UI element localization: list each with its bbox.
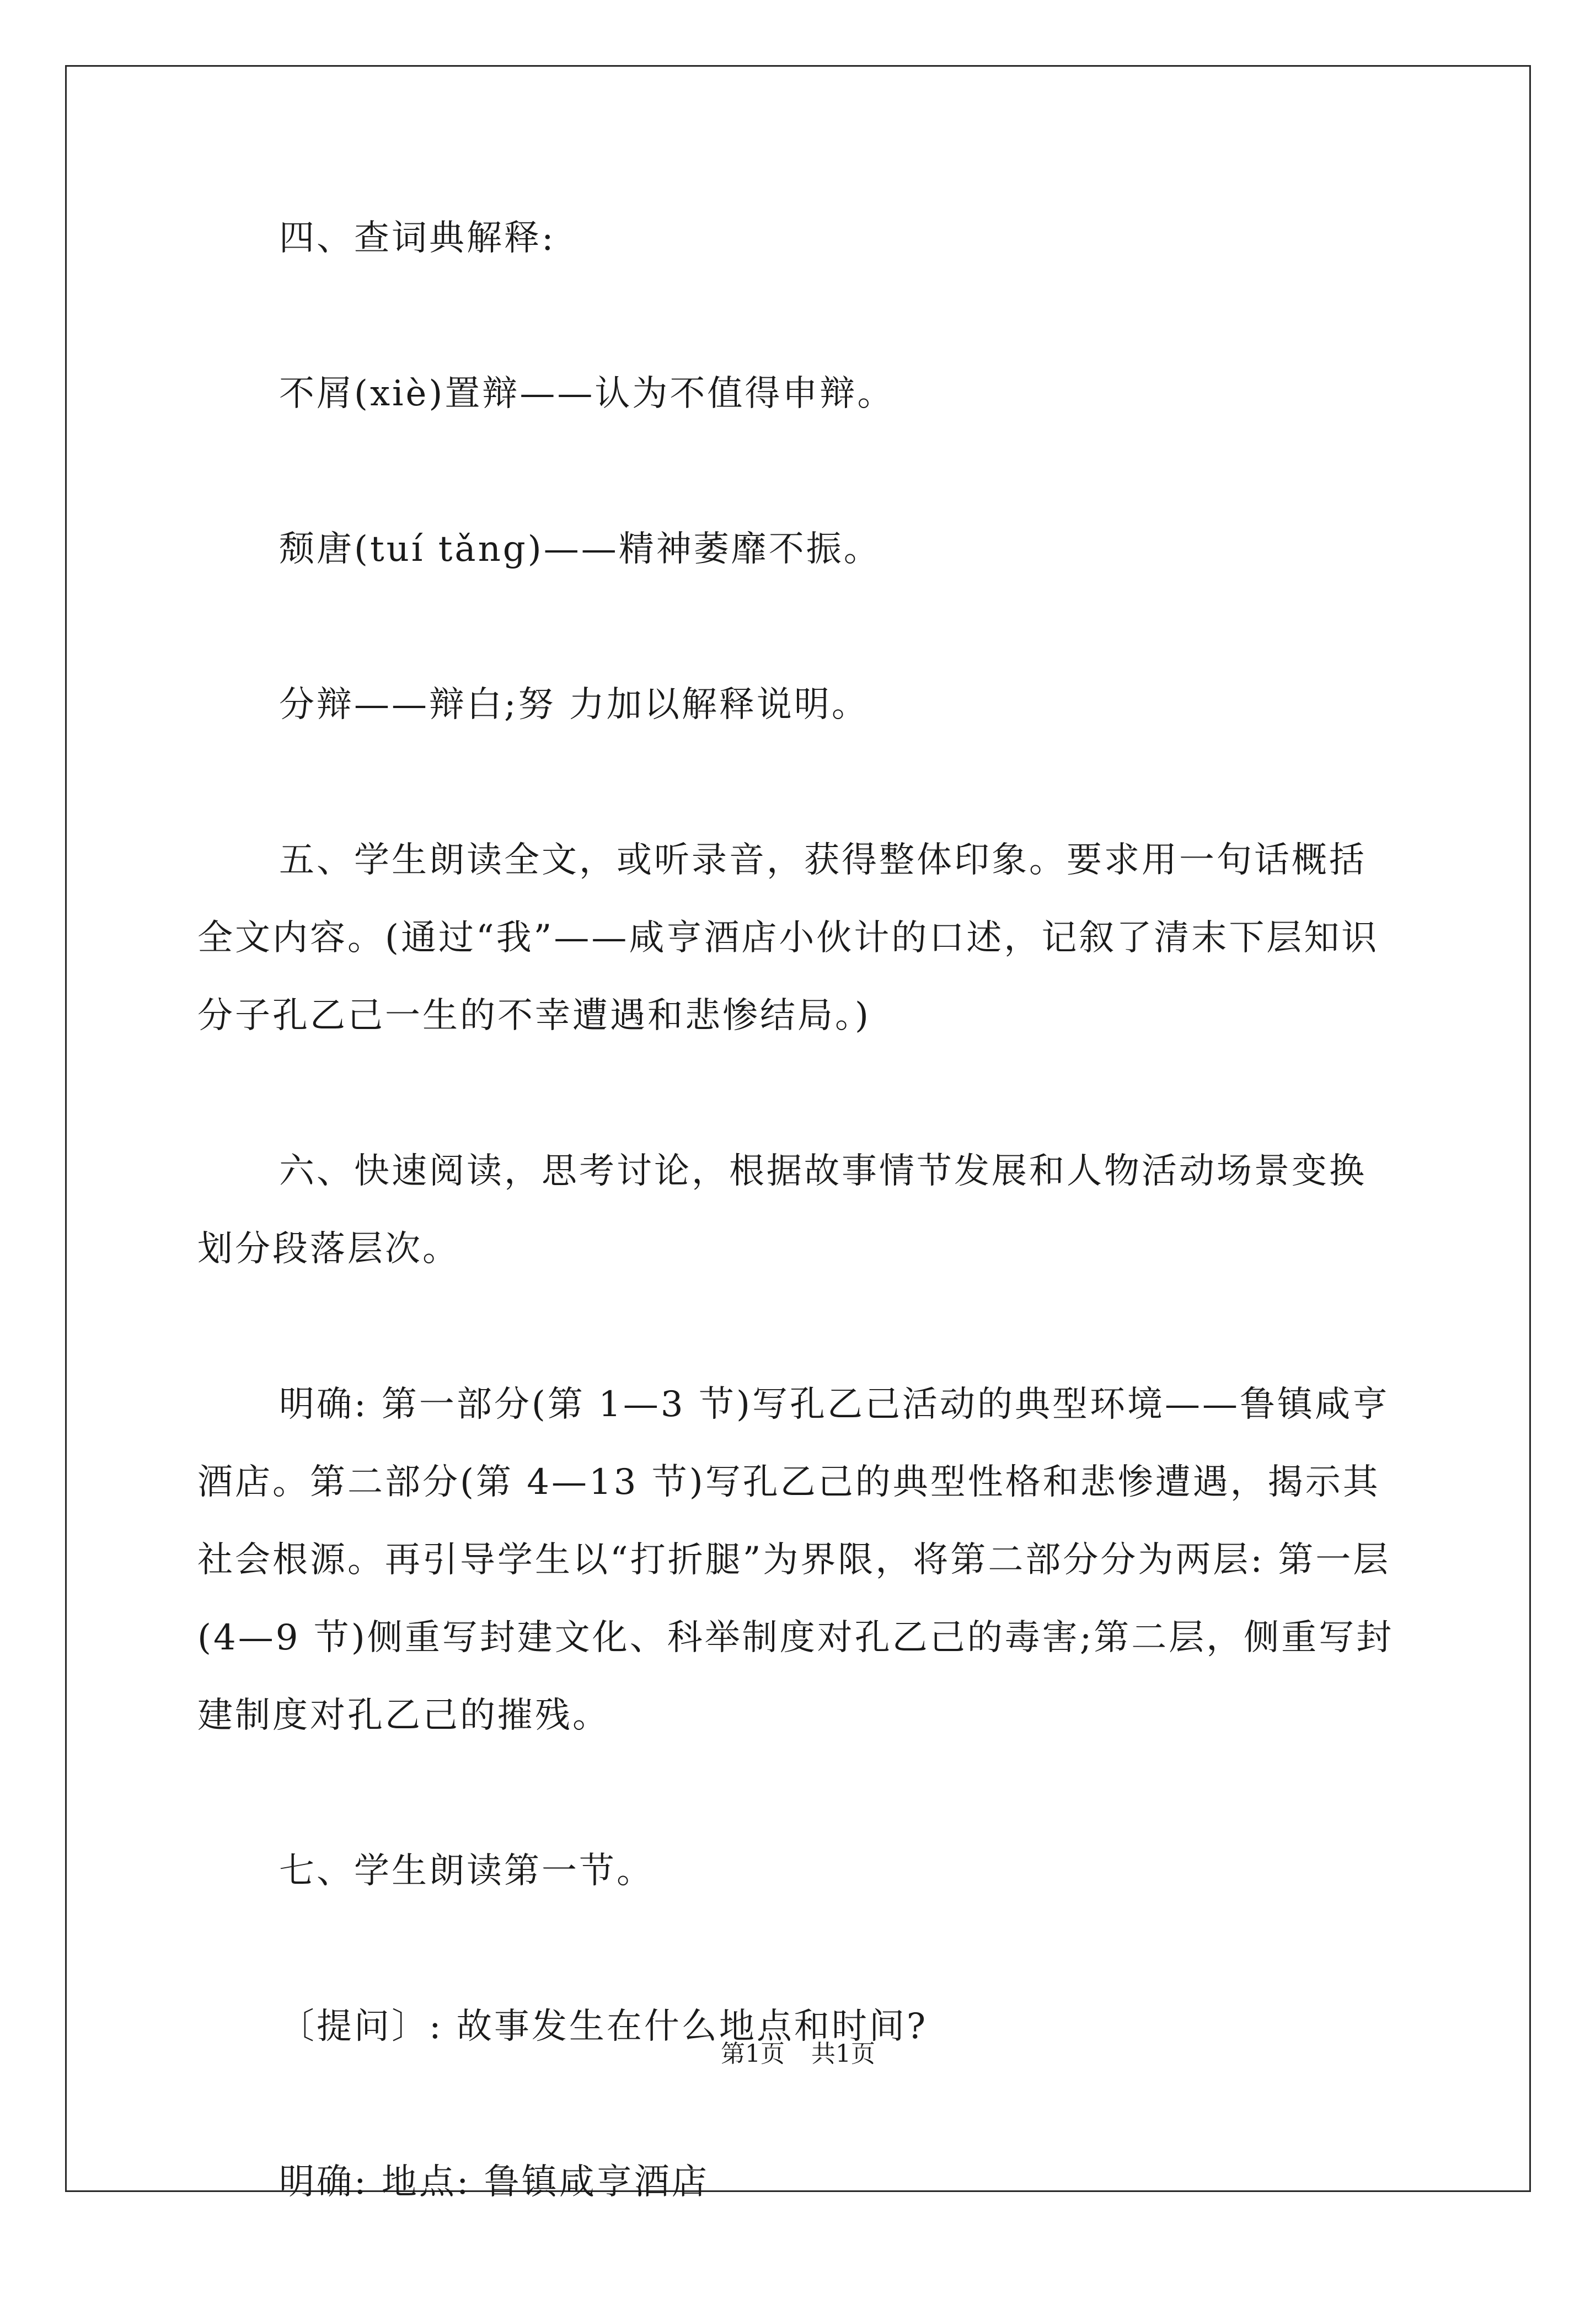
page-number-current: 第1页 bbox=[721, 2040, 785, 2068]
paragraph-definition-fenbian: 分辩——辩白;努 力加以解释说明。 bbox=[279, 684, 869, 725]
document-body bbox=[197, 200, 1400, 2299]
paragraph-section-6: 六、快速阅读，思考讨论，根据故事情节发展和人物活动场景变换划分段落层次。 bbox=[197, 1151, 1367, 1269]
paragraph-answer-structure: 明确: 第一部分(第 1—3 节)写孔乙己活动的典型环境——鲁镇咸亨酒店。第二部分(第 4—13 节)写孔乙己的典型性格和悲惨遭遇，揭示其社会根源。再引导学生以“打折腿”为界限，将第二部分分为两层: 第一层(4—9 节)侧重写封建文化、科举制度对孔乙己的毒害;第二层，侧重写封建制度对孔乙己的摧残。 bbox=[197, 1384, 1394, 1736]
paragraph-section-4-heading: 四、查词典解释: bbox=[279, 218, 556, 259]
page-number-total: 共1页 bbox=[811, 2040, 875, 2068]
paragraph-question: 〔提问〕: 故事发生在什么地点和时间? bbox=[279, 2006, 928, 2047]
paragraph-definition-tuitang: 颓唐(tuí tǎng)——精神萎靡不振。 bbox=[279, 529, 881, 570]
paragraph-definition-buxie: 不屑(xiè)置辩——认为不值得申辩。 bbox=[279, 373, 895, 414]
paragraph-section-5: 五、学生朗读全文，或听录音，获得整体印象。要求用一句话概括全文内容。(通过“我”——咸亨酒店小伙计的口述，记叙了清末下层知识分子孔乙己一生的不幸遭遇和悲惨结局。) bbox=[197, 840, 1379, 1036]
paragraph-section-7: 七、学生朗读第一节。 bbox=[279, 1851, 654, 1891]
page-footer bbox=[0, 2038, 1596, 2071]
paragraph-answer-location: 明确: 地点: 鲁镇咸亨酒店 bbox=[279, 2162, 709, 2202]
